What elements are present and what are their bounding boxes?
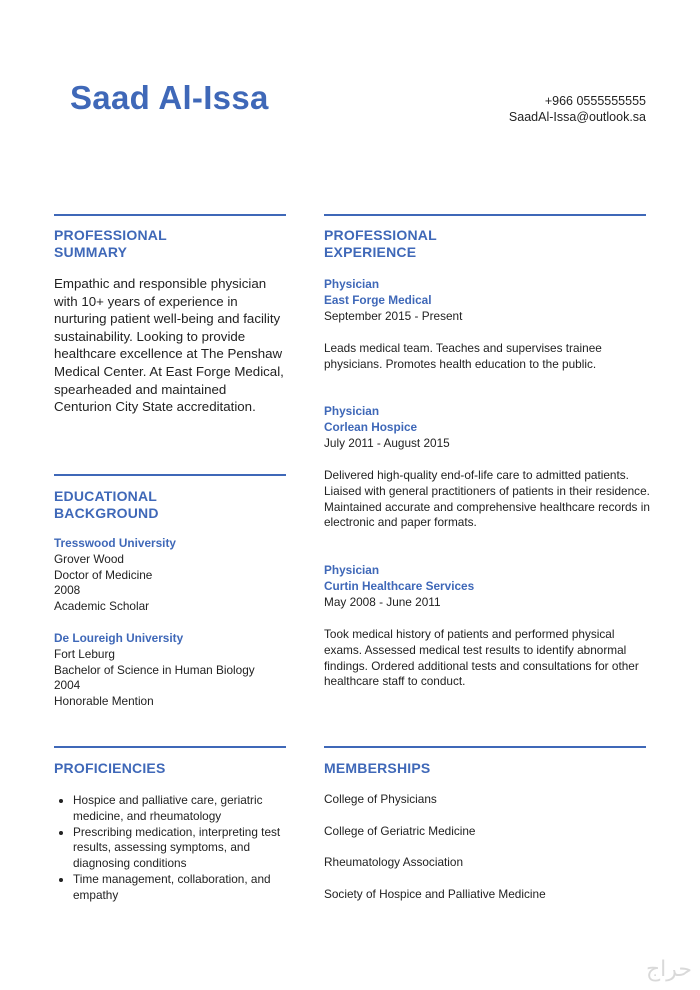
phone-number: +966 0555555555 xyxy=(544,94,646,108)
job-description: Leads medical team. Teaches and supervises trainee physicians. Promotes health education to the public. xyxy=(324,341,602,371)
experience-item xyxy=(324,277,462,324)
honor: Academic Scholar xyxy=(54,599,150,614)
job-title: Physician xyxy=(324,277,380,291)
list-item: • Hospice and palliative care, geriatric medicine, and rheumatology xyxy=(73,793,298,825)
list-item: • Time management, collaboration, and empathy xyxy=(73,872,298,904)
school-name: Tresswood University xyxy=(54,536,176,550)
memberships-divider xyxy=(324,746,646,748)
experience-heading: PROFESSIONAL EXPERIENCE xyxy=(324,227,437,260)
proficiencies-heading: PROFICIENCIES xyxy=(54,760,166,776)
watermark-logo: حراج xyxy=(645,957,692,982)
job-dates: September 2015 - Present xyxy=(324,308,463,323)
graduation-year: 2008 xyxy=(54,583,81,598)
summary-heading: PROFESSIONAL SUMMARY xyxy=(54,227,167,260)
list-item: • Prescribing medication, interpreting test results, assessing symptoms, and diagnosing conditions xyxy=(73,825,298,872)
resume-name: Saad Al-Issa xyxy=(70,79,269,116)
membership-item: College of Physicians xyxy=(324,792,437,806)
education-heading: EDUCATIONAL BACKGROUND xyxy=(54,488,159,521)
graduation-year: 2004 xyxy=(54,678,81,693)
job-dates: July 2011 - August 2015 xyxy=(324,435,450,450)
job-description: Delivered high-quality end-of-life care to admitted patients. Liaised with general practitioners of patients in their residence. Maintained accurate and comprehensive healthcare records in electronic and paper formats. xyxy=(324,468,650,530)
experience-item xyxy=(324,563,474,610)
memberships-heading: MEMBERSHIPS xyxy=(324,760,431,776)
education-item xyxy=(54,631,294,710)
degree: Bachelor of Science in Human Biology xyxy=(54,662,255,677)
contact-info xyxy=(509,93,646,125)
experience-item xyxy=(324,404,450,451)
membership-item: Rheumatology Association xyxy=(324,855,464,869)
proficiencies-divider xyxy=(54,746,286,748)
education-item xyxy=(54,536,294,615)
experience-divider xyxy=(324,214,646,216)
email-address: SaadAl-Issa@outlook.sa xyxy=(508,110,646,124)
education-divider xyxy=(54,474,286,476)
degree: Doctor of Medicine xyxy=(54,567,153,582)
membership-item: College of Geriatric Medicine xyxy=(324,824,476,838)
employer: Corlean Hospice xyxy=(324,419,418,434)
honor: Honorable Mention xyxy=(54,694,154,709)
membership-item: Society of Hospice and Palliative Medicine xyxy=(324,887,546,901)
summary-text: Empathic and responsible physician with 10+ years of experience in nurturing patient well-being and facility sustainability. Looking to provide healthcare excellence at The Penshaw Medical Center. At East Forge Medical, spearheaded and maintained Centurion City State accreditation. xyxy=(54,276,284,415)
school-location: Grover Wood xyxy=(54,551,124,566)
job-title: Physician xyxy=(324,404,380,418)
job-description: Took medical history of patients and performed physical exams. Assessed medical test results to identify abnormal findings. Ordered additional tests and consultations for other healthcare staff to conduct. xyxy=(324,627,639,689)
employer: East Forge Medical xyxy=(324,292,432,307)
school-location: Fort Leburg xyxy=(54,646,115,661)
summary-divider xyxy=(54,214,286,216)
school-name: De Loureigh University xyxy=(54,631,184,645)
job-title: Physician xyxy=(324,563,380,577)
proficiencies-list xyxy=(54,793,298,904)
job-dates: May 2008 - June 2011 xyxy=(324,594,441,609)
employer: Curtin Healthcare Services xyxy=(324,578,475,593)
